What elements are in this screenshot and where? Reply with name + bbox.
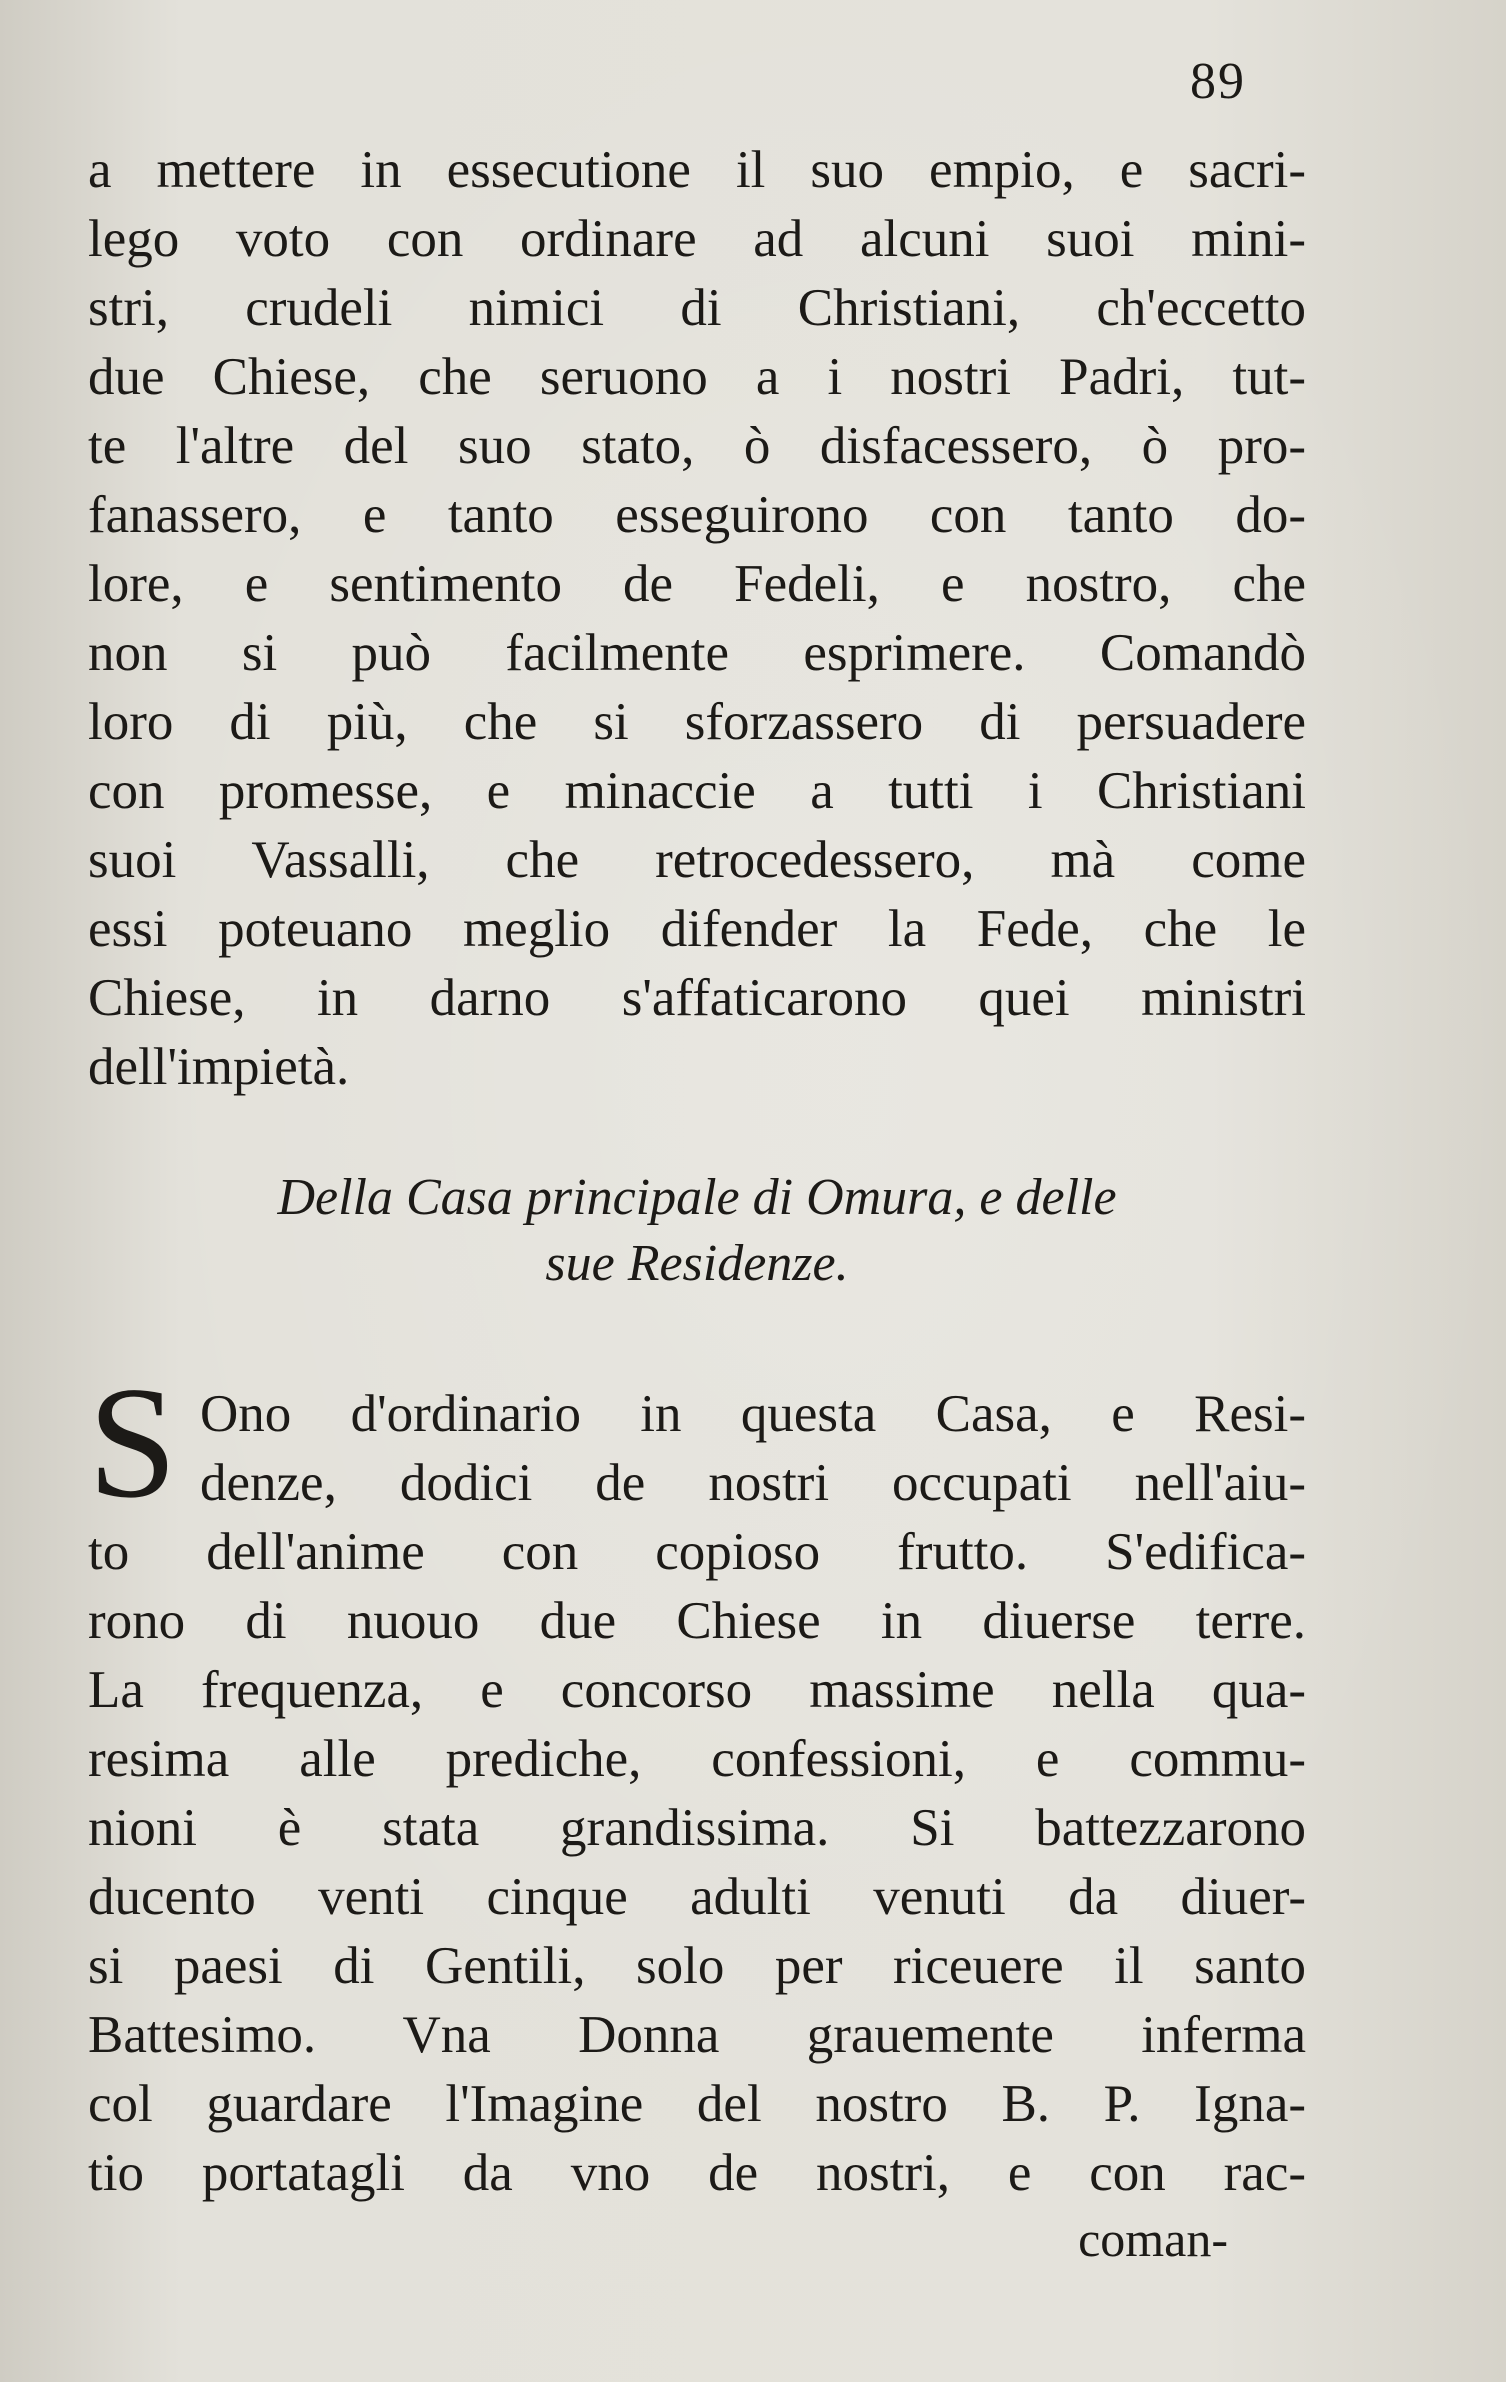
text-line: si paesi di Gentili, solo per riceuere il santo (88, 1937, 1306, 1995)
page-number: 89 (1190, 53, 1246, 110)
text-line: essi poteuano meglio difender la Fede, che le (88, 900, 1306, 958)
text-line: resima alle prediche, confessioni, e commu- (88, 1730, 1306, 1788)
drop-cap: S (88, 1353, 177, 1531)
text-line: non si può facilmente esprimere. Comandò (88, 624, 1306, 682)
text-line: denze, dodici de nostri occupati nell'aiu- (200, 1454, 1306, 1512)
text-line: loro di più, che si sforzassero di persuadere (88, 693, 1306, 751)
text-line: suoi Vassalli, che retrocedessero, mà come (88, 831, 1306, 889)
text-line: con promesse, e minaccie a tutti i Christiani (88, 762, 1306, 820)
text-line: Battesimo. Vna Donna grauemente inferma (88, 2006, 1306, 2064)
text-line: rono di nuouo due Chiese in diuerse terre. (88, 1592, 1306, 1650)
heading-line: Della Casa principale di Omura, e delle (277, 1169, 1117, 1226)
text-line: tio portatagli da vno de nostri, e con rac- (88, 2144, 1306, 2202)
text-line: stri, crudeli nimici di Christiani, ch'eccetto (88, 279, 1306, 337)
text-line: lore, e sentimento de Fedeli, e nostro, che (88, 555, 1306, 613)
text-line: te l'altre del suo stato, ò disfacessero, ò pro- (88, 417, 1306, 475)
text-line: La frequenza, e concorso massime nella qua- (88, 1661, 1306, 1719)
paragraph-2 (88, 1380, 1306, 2208)
text-line: fanassero, e tanto esseguirono con tanto do- (88, 486, 1306, 544)
heading-line: sue Residenze. (545, 1235, 849, 1292)
paragraph-1 (88, 136, 1306, 1102)
text-line: ducento venti cinque adulti venuti da diuer- (88, 1868, 1306, 1926)
text-line: col guardare l'Imagine del nostro B. P. Igna- (88, 2075, 1306, 2133)
text-line: nioni è stata grandissima. Si battezzarono (88, 1799, 1306, 1857)
text-line: Ono d'ordinario in questa Casa, e Resi- (200, 1385, 1306, 1443)
catchword: coman- (1078, 2211, 1228, 2267)
text-line: Chiese, in darno s'affaticarono quei ministri (88, 969, 1306, 1027)
text-line: dell'impietà. (88, 1038, 350, 1096)
text-line: due Chiese, che seruono a i nostri Padri, tut- (88, 348, 1306, 406)
section-heading (88, 1165, 1306, 1297)
text-line: lego voto con ordinare ad alcuni suoi mini- (88, 210, 1306, 268)
text-line: to dell'anime con copioso frutto. S'edifica- (88, 1523, 1306, 1581)
text-line: a mettere in essecutione il suo empio, e sacri- (88, 141, 1306, 199)
